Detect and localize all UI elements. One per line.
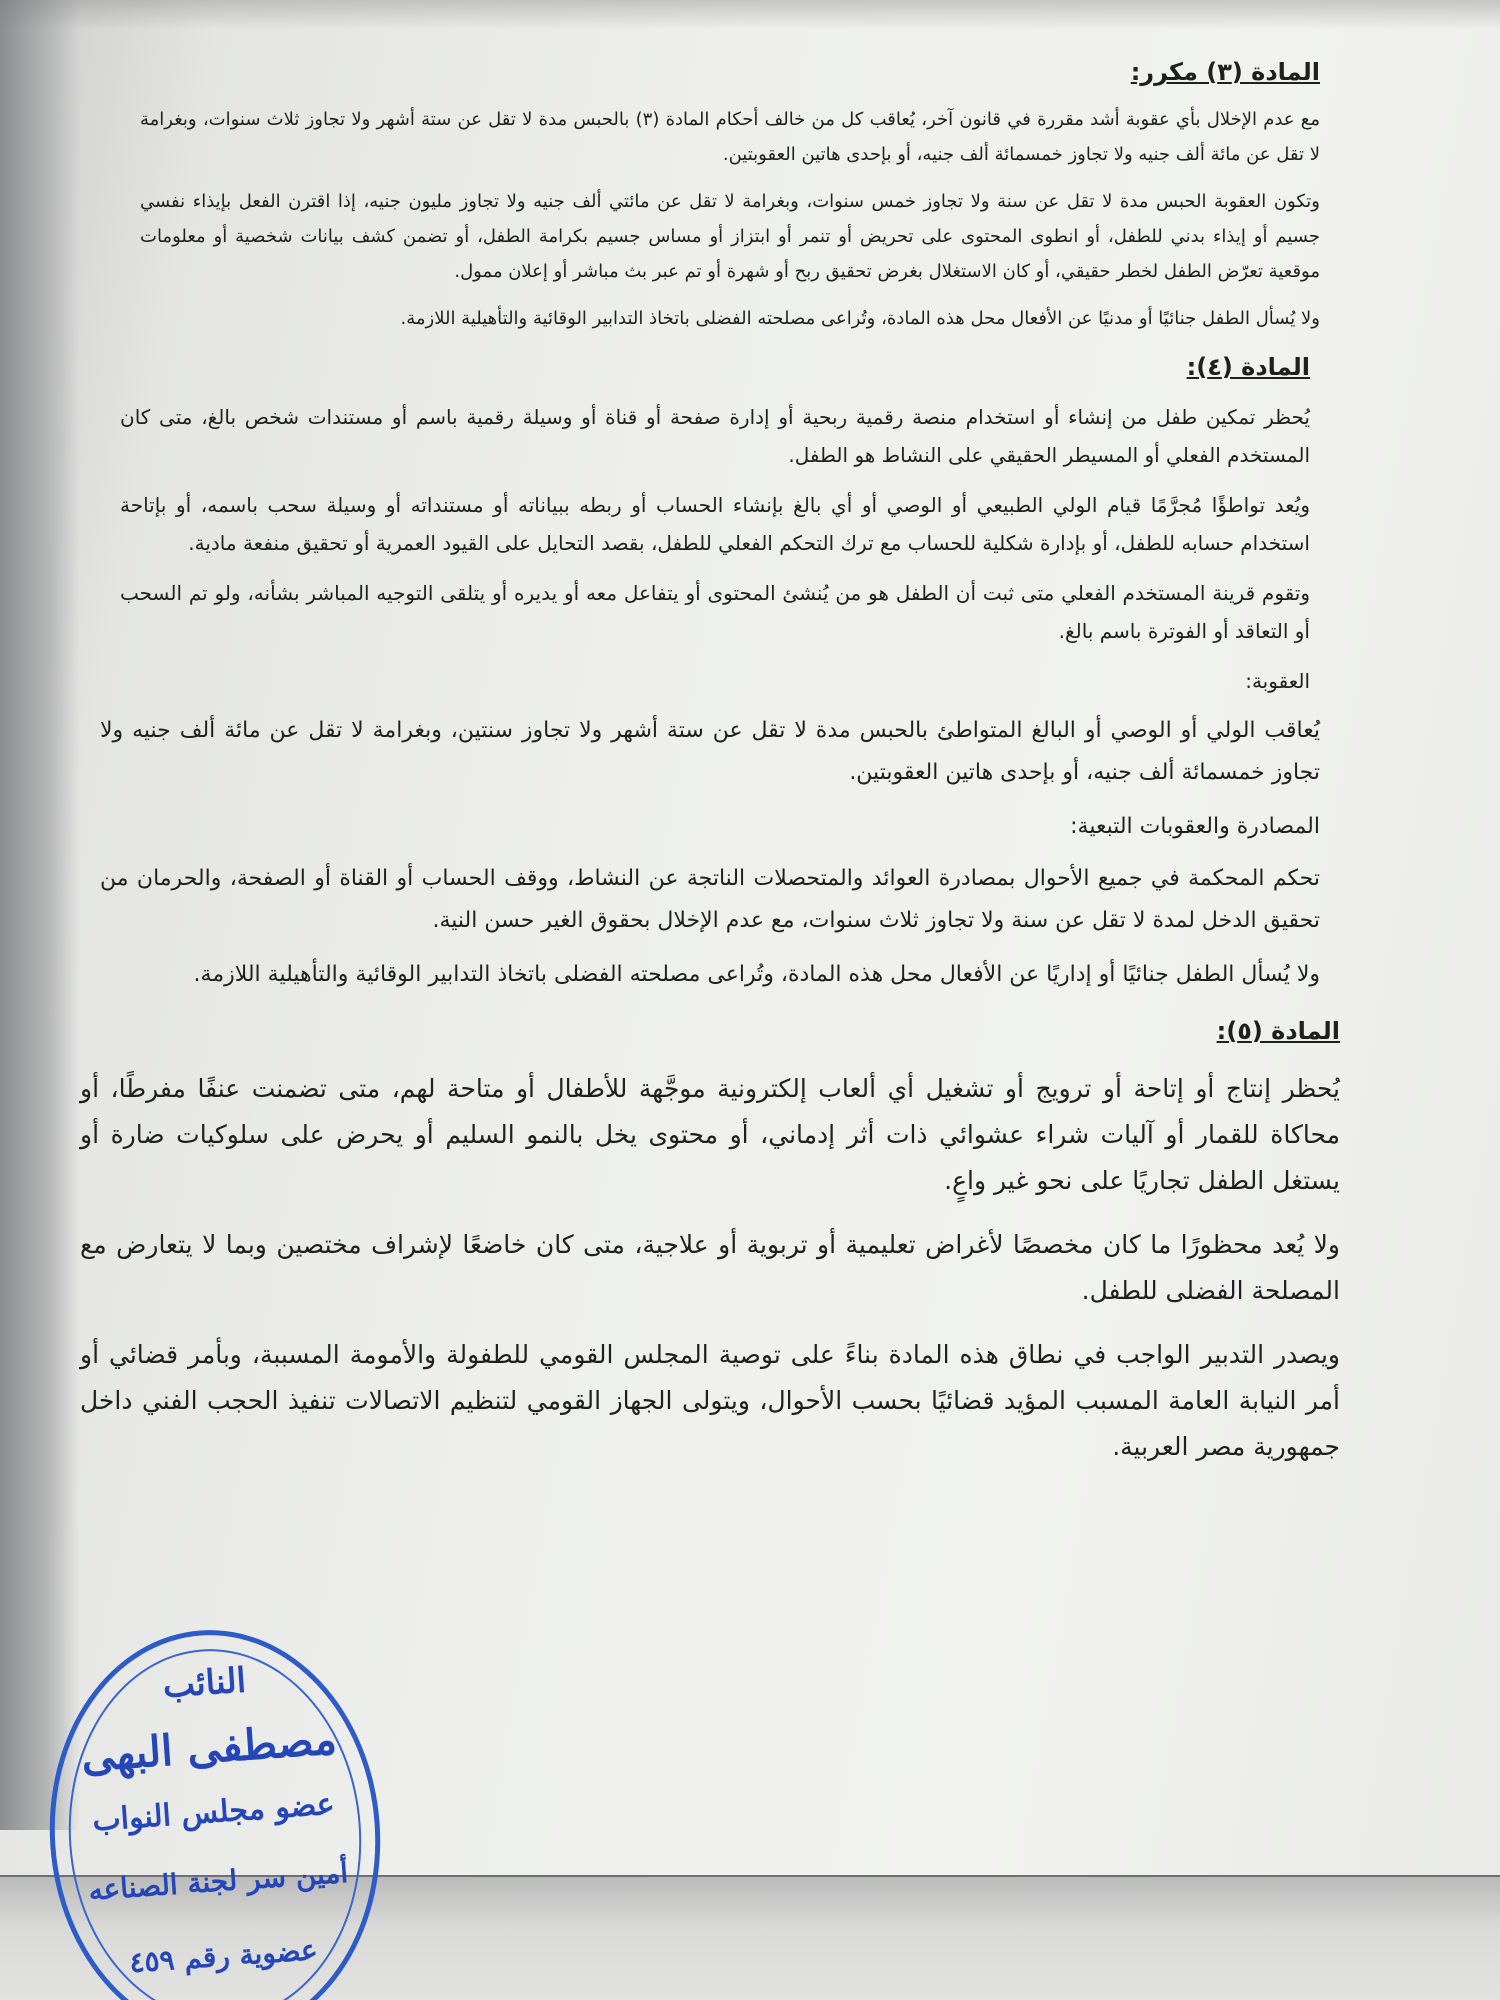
article-5-heading: المادة (٥): [1216, 1017, 1340, 1045]
confiscation-heading: المصادرة والعقوبات التبعية: [1070, 814, 1320, 839]
penalty-paragraph: يُعاقب الولي أو الوصي أو البالغ المتواطئ بالحبس مدة لا تقل عن ستة أشهر ولا تجاوز سنتين، وبغرامة لا تقل عن مائة ألف جنيه ولا تجاوز خمسمائة ألف جنيه، أو بإحدى هاتين العقوبتين. [100, 718, 1320, 785]
stamp-name: مصطفى البهى [79, 1714, 339, 1782]
article-4-paragraph: يُحظر تمكين طفل من إنشاء أو استخدام منصة رقمية ربحية أو إدارة صفحة أو قناة أو وسيلة رقمية باسم أو مستندات شخص بالغ، متى كان المستخدم الفعلي أو المسيطر الحقيقي على النشاط هو الطفل. [120, 405, 1310, 467]
stamp-title: النائب [161, 1660, 248, 1707]
article-5-paragraph: يُحظر إنتاج أو إتاحة أو ترويج أو تشغيل أي ألعاب إلكترونية موجَّهة للأطفال أو متاحة لهم، متى تضمنت عنفًا مفرطًا، أو محاكاة للقمار أو آليات شراء عشوائي ذات أثر إدماني، أو محتوى يخل بالنمو السليم أو يحرض على سلوكيات ضارة أو يستغل الطفل تجاريًا على نحو غير واعٍ. [80, 1074, 1340, 1195]
article-4 [80, 348, 1340, 700]
article-4-paragraph: وتقوم قرينة المستخدم الفعلي متى ثبت أن الطفل هو من يُنشئ المحتوى أو يتفاعل معه أو يديره أو يتلقى التوجيه المباشر بشأنه، ولو تم السحب أو التعاقد أو الفوترة باسم بالغ. [120, 581, 1310, 643]
article-3-bis [80, 55, 1340, 336]
stamp-committee: أمين سر لجنة الصناعه [87, 1855, 350, 1907]
document-body [80, 55, 1340, 1488]
article-4-continued [80, 710, 1340, 996]
stamp-membership-number: عضوية رقم ٤٥٩ [128, 1933, 319, 1980]
stamp-role: عضو مجلس النواب [91, 1786, 336, 1839]
article-5-paragraph: ويصدر التدبير الواجب في نطاق هذه المادة بناءً على توصية المجلس القومي للطفولة والأمومة المسببة، وبأمر قضائي أو أمر النيابة العامة المسبب المؤيد قضائيًا بحسب الأحوال، ويتولى الجهاز القومي لتنظيم الاتصالات تنفيذ الحجب الفني داخل جمهورية مصر العربية. [80, 1340, 1340, 1461]
page-top-shadow [0, 0, 1500, 30]
article-4-paragraph: ويُعد تواطؤًا مُجرَّمًا قيام الولي الطبيعي أو الوصي أو أي بالغ بإنشاء الحساب أو ربطه ببياناته أو مستنداته أو وسيلة سحب باسمه، أو بإتاحة استخدام حسابه للطفل، أو بإدارة شكلية للحساب مع ترك التحكم الفعلي للطفل، بقصد التحايل على القيود العمرية أو تحقيق منفعة مادية. [120, 493, 1310, 555]
penalty-heading: العقوبة: [1245, 669, 1310, 693]
confiscation-paragraph: تحكم المحكمة في جميع الأحوال بمصادرة العوائد والمتحصلات الناتجة عن النشاط، ووقف الحساب أو القناة أو الصفحة، والحرمان من تحقيق الدخل لمدة لا تقل عن سنة ولا تجاوز ثلاث سنوات، مع عدم الإخلال بحقوق الغير حسن النية. [100, 866, 1320, 933]
article-4-heading: المادة (٤): [1186, 353, 1310, 381]
article-5 [80, 1008, 1340, 1470]
article-4-closing-paragraph: ولا يُسأل الطفل جنائيًا أو إداريًا عن الأفعال محل هذه المادة، وتُراعى مصلحته الفضلى باتخاذ التدابير الوقائية والتأهيلية اللازمة. [193, 962, 1320, 987]
article-5-paragraph: ولا يُعد محظورًا ما كان مخصصًا لأغراض تعليمية أو تربوية أو علاجية، متى كان خاضعًا لإشراف مختصين وبما لا يتعارض مع المصلحة الفضلى للطفل. [80, 1230, 1340, 1305]
article-3-bis-paragraph: ولا يُسأل الطفل جنائيًا أو مدنيًا عن الأفعال محل هذه المادة، وتُراعى مصلحته الفضلى باتخاذ التدابير الوقائية والتأهيلية اللازمة. [400, 308, 1320, 329]
article-3-bis-paragraph: مع عدم الإخلال بأي عقوبة أشد مقررة في قانون آخر، يُعاقب كل من خالف أحكام المادة (٣) بالحبس مدة لا تقل عن ستة أشهر ولا تجاوز ثلاث سنوات، وبغرامة لا تقل عن مائة ألف جنيه ولا تجاوز خمسمائة ألف جنيه، أو بإحدى هاتين العقوبتين. [140, 109, 1320, 165]
official-stamp [36, 1619, 394, 2000]
article-3-bis-paragraph: وتكون العقوبة الحبس مدة لا تقل عن سنة ولا تجاوز خمس سنوات، وبغرامة لا تقل عن مائتي ألف جنيه ولا تجاوز مليون جنيه، إذا اقترن الفعل بإيذاء نفسي جسيم أو إيذاء بدني للطفل، أو انطوى المحتوى على تحريض أو تنمر أو ابتزاز أو مساس جسيم بكرامة الطفل، أو تضمن كشف بيانات شخصية أو معلومات موقعية تعرّض الطفل لخطر حقيقي، أو كان الاستغلال بغرض تحقيق ربح أو شهرة أو تم عبر بث مباشر أو إعلان ممول. [140, 191, 1320, 282]
article-3-bis-heading: المادة (٣) مكرر: [1130, 58, 1320, 86]
page-left-edge-shadow [0, 0, 80, 1830]
